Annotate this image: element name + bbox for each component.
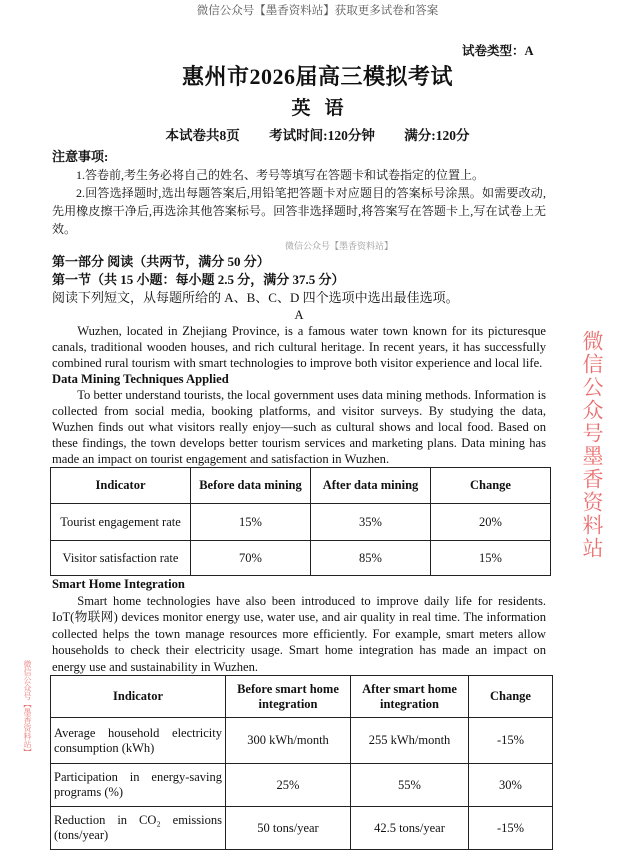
- table-cell: 30%: [469, 764, 553, 807]
- header-cell: Before smart home integration: [226, 676, 351, 718]
- table-cell: Tourist engagement rate: [51, 504, 191, 541]
- table-row: [51, 764, 553, 807]
- section2-paragraph: Smart home technologies have also been introduced to improve daily life for residents. IoT(物联网) devices monitor energy use, water use, and air quality in real time. The information collected helps the town manage resources more efficiently. For example, smart meters allow households to check their electricity usage. Smart home integration has made an impact on energy use and sustainability in Wuzhen.: [52, 593, 546, 674]
- header-cell: Indicator: [51, 468, 191, 504]
- table-cell: Reduction in CO₂ emissions (tons/year): [51, 807, 226, 850]
- table-cell: 85%: [311, 541, 431, 576]
- header-cell: After data mining: [311, 468, 431, 504]
- paper-type: 试卷类型：A: [462, 44, 534, 58]
- intro-paragraph: Wuzhen, located in Zhejiang Province, is a famous water town known for its picturesque canals, traditional wooden houses, and rich cultural heritage. In recent years, it has successfully combined rural tourism with smart technologies to improve both visitor experience and local life.: [52, 324, 546, 370]
- data-mining-table: [50, 467, 551, 576]
- table-cell: Visitor satisfaction rate: [51, 541, 191, 576]
- header-cell: Before data mining: [191, 468, 311, 504]
- table-cell: Participation in energy-saving programs (%): [51, 764, 226, 807]
- table-cell: 15%: [191, 504, 311, 541]
- notes: [52, 148, 546, 238]
- small-watermark: 微信公众号【墨香资料站】: [284, 241, 393, 251]
- passage-part1: [52, 323, 546, 467]
- instructions: 阅读下列短文，从每题所给的 A、B、C、D 四个选项中选出最佳选项。: [52, 290, 459, 305]
- table-cell: -15%: [469, 718, 553, 764]
- header-cell: Change: [469, 676, 553, 718]
- note-item: 2.回答选择题时,选出每题答案后,用铅笔把答题卡对应题目的答案标号涂黑。如需要改动,先用橡皮擦干净后,再选涂其他答案标号。回答非选择题时,将答案写在答题卡上,写在试卷上无效。: [52, 186, 546, 236]
- section-title: 第一节（共 15 小题：每小题 2.5 分，满分 37.5 分）: [52, 272, 345, 287]
- part-heading: [52, 253, 546, 307]
- table-cell: 50 tons/year: [226, 807, 351, 850]
- table-row: [51, 807, 553, 850]
- table-header-row: [51, 468, 551, 504]
- table-row: [51, 718, 553, 764]
- table-cell: 35%: [311, 504, 431, 541]
- section2-heading: Smart Home Integration: [52, 577, 185, 591]
- header-cell: Change: [431, 468, 551, 504]
- table-row: [51, 541, 551, 576]
- page-count: 本试卷共8页: [165, 128, 240, 143]
- top-banner: 微信公众号【墨香资料站】获取更多试卷和答案: [196, 5, 439, 17]
- table-cell: 20%: [431, 504, 551, 541]
- table-cell: 42.5 tons/year: [351, 807, 469, 850]
- table-cell: 70%: [191, 541, 311, 576]
- table-row: [51, 504, 551, 541]
- full-score: 满分:120分: [404, 128, 470, 143]
- content-column: [52, 148, 546, 850]
- header-cell: Indicator: [51, 676, 226, 718]
- exam-title: 惠州市2026届高三模拟考试: [181, 64, 453, 89]
- notes-heading: 注意事项:: [52, 149, 109, 164]
- passage-part2: [52, 576, 546, 675]
- exam-info: [0, 124, 635, 144]
- section1-paragraph: To better understand tourists, the local government uses data mining methods. Information is collected from social media, booking platforms, and visitor surveys. By studying the data, Wuzhen finds out what visitors really enjoy—such as cultural shows and local food. Based on these findings, the town develops better tourism services and marketing plans. Data mining has made an impact on tourist engagement and satisfaction in Wuzhen.: [52, 388, 546, 466]
- table-cell: 15%: [431, 541, 551, 576]
- exam-time: 考试时间:120分钟: [269, 128, 375, 143]
- table-cell: 300 kWh/month: [226, 718, 351, 764]
- table-cell: Average household electricity consumption (kWh): [51, 718, 226, 764]
- header-cell: After smart home integration: [351, 676, 469, 718]
- section1-heading: Data Mining Techniques Applied: [52, 372, 229, 386]
- smart-home-table: [50, 675, 553, 850]
- table-cell: 25%: [226, 764, 351, 807]
- red-watermark-small: 微信公众号【墨香资料站】: [23, 660, 32, 756]
- passage-letter: A: [294, 308, 304, 322]
- red-watermark: 微信公众号墨香资料站: [580, 330, 604, 560]
- subject-title: 英语: [291, 98, 358, 119]
- part-title: 第一部分 阅读（共两节，满分 50 分）: [52, 254, 270, 269]
- note-item: 1.答卷前,考生务必将自己的姓名、考号等填写在答题卡和试卷指定的位置上。: [76, 168, 485, 182]
- table-header-row: [51, 676, 553, 718]
- table-cell: -15%: [469, 807, 553, 850]
- table-cell: 255 kWh/month: [351, 718, 469, 764]
- table-cell: 55%: [351, 764, 469, 807]
